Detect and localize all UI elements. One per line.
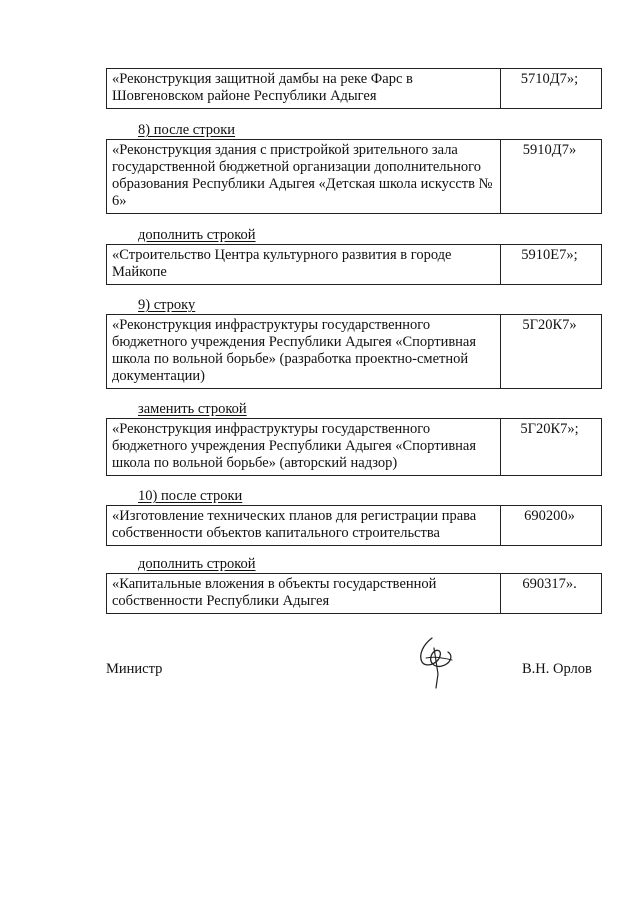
table-row bbox=[106, 314, 602, 389]
table-row bbox=[106, 573, 602, 614]
handwritten-signature-icon bbox=[412, 634, 464, 690]
row-code: 5710Д7»; bbox=[501, 69, 602, 109]
item-label: дополнить строкой bbox=[138, 227, 256, 243]
row-code: 690200» bbox=[501, 506, 602, 546]
item-label: 8) после строки bbox=[138, 122, 236, 138]
table-row bbox=[106, 68, 602, 109]
row-name: «Строительство Центра культурного развития в городе Майкопе bbox=[107, 245, 501, 285]
row-code: 5Г20К7» bbox=[501, 315, 602, 389]
row-name: «Капитальные вложения в объекты государственной собственности Республики Адыгея bbox=[107, 574, 501, 614]
table-row bbox=[106, 505, 602, 546]
item-label: 9) строку bbox=[138, 297, 196, 313]
table-row bbox=[106, 139, 602, 214]
row-code: 5910Д7» bbox=[501, 140, 602, 214]
row-code: 5910Е7»; bbox=[501, 245, 602, 285]
row-name: «Реконструкция защитной дамбы на реке Фарс в Шовгеновском районе Республики Адыгея bbox=[107, 69, 501, 109]
item-label: дополнить строкой bbox=[138, 556, 256, 572]
row-name: «Реконструкция здания с пристройкой зрительного зала государственной бюджетной организации дополнительного образования Республики Адыгея «Детская школа искусств № 6» bbox=[107, 140, 501, 214]
table-row bbox=[106, 244, 602, 285]
row-name: «Реконструкция инфраструктуры государственного бюджетного учреждения Республики Адыгея «Спортивная школа по вольной борьбе» (разработка проектно-сметной документации) bbox=[107, 315, 501, 389]
item-label: 10) после строки bbox=[138, 488, 243, 504]
row-code: 690317». bbox=[501, 574, 602, 614]
row-code: 5Г20К7»; bbox=[501, 419, 602, 476]
signatory-name: В.Н. Орлов bbox=[522, 661, 592, 677]
row-name: «Реконструкция инфраструктуры государственного бюджетного учреждения Республики Адыгея «Спортивная школа по вольной борьбе» (авторский надзор) bbox=[107, 419, 501, 476]
item-label: заменить строкой bbox=[138, 401, 247, 417]
row-name: «Изготовление технических планов для регистрации права собственности объектов капитального строительства bbox=[107, 506, 501, 546]
signatory-position: Министр bbox=[106, 661, 163, 677]
table-row bbox=[106, 418, 602, 476]
